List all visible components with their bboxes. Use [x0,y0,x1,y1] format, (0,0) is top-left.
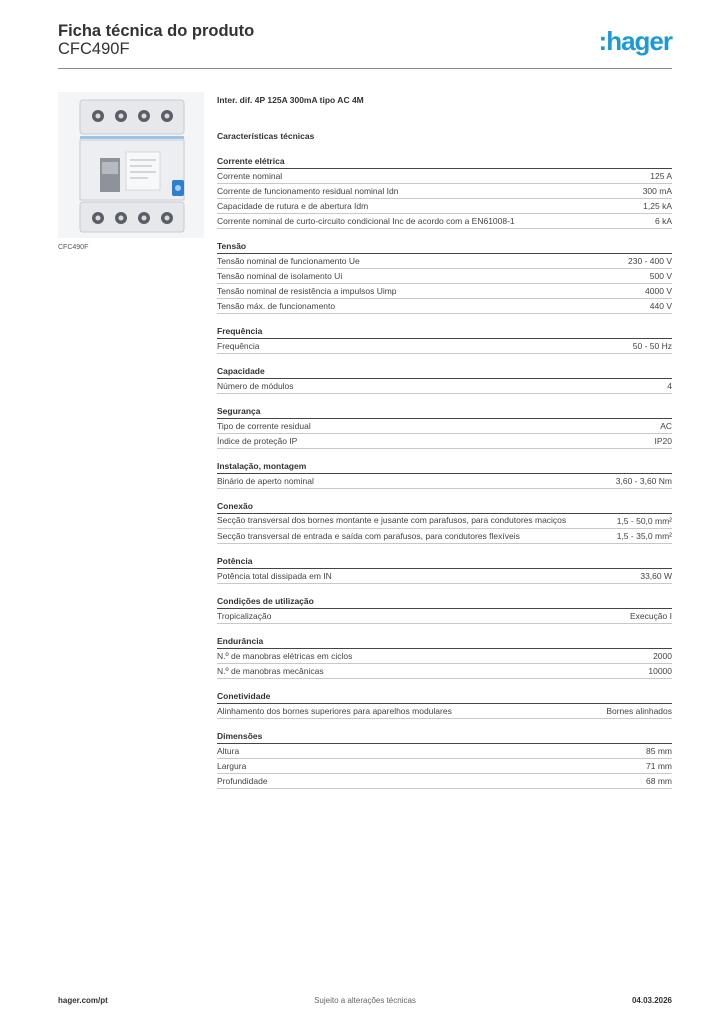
spec-value: 85 mm [646,746,672,756]
spec-row [217,474,672,489]
section-title: Tensão [217,239,672,254]
section-title: Potência [217,554,672,569]
spec-row [217,299,672,314]
spec-label: Índice de proteção IP [217,436,298,446]
spec-label: Tensão máx. de funcionamento [217,301,336,311]
spec-label: Corrente nominal [217,171,283,181]
document-title: Ficha técnica do produto [58,22,255,40]
section-title: Dimensões [217,729,672,744]
section-title: Conetividade [217,689,672,704]
spec-value: 3,60 - 3,60 Nm [615,476,672,486]
spec-value: AC [660,421,672,431]
spec-label: Potência total dissipada em IN [217,571,332,581]
spec-label: Alinhamento dos bornes superiores para aparelhos modulares [217,706,452,716]
spec-section [217,594,672,624]
spec-label: Capacidade de rutura e de abertura Idm [217,201,369,211]
spec-section [217,689,672,719]
spec-row [217,184,672,199]
section-title: Capacidade [217,364,672,379]
hager-logo [599,26,672,56]
spec-section [217,154,672,229]
spec-row [217,569,672,584]
spec-value: 71 mm [646,761,672,771]
spec-label: Número de módulos [217,381,294,391]
spec-label: Profundidade [217,776,268,786]
spec-row [217,214,672,229]
spec-label: N.º de manobras mecânicas [217,666,324,676]
spec-label: Altura [217,746,240,756]
spec-value: Bornes alinhados [606,706,672,716]
spec-label: Tipo de corrente residual [217,421,311,431]
spec-row [217,529,672,544]
spec-section [217,634,672,679]
spec-row [217,339,672,354]
spec-value: 1,25 kA [643,201,672,211]
spec-section [217,499,672,544]
rcd-device-illustration [58,92,204,238]
spec-row [217,649,672,664]
spec-label: Tropicalização [217,611,272,621]
spec-value: 10000 [648,666,672,676]
spec-row [217,284,672,299]
characteristics-heading: Características técnicas [217,131,315,141]
product-image-caption: CFC490F [58,244,89,251]
spec-row [217,199,672,214]
spec-row [217,169,672,184]
spec-row [217,704,672,719]
spec-row [217,419,672,434]
spec-content [217,94,672,789]
section-title: Condições de utilização [217,594,672,609]
spec-label: Tensão nominal de funcionamento Ue [217,256,360,266]
spec-label: Corrente de funcionamento residual nominal Idn [217,186,399,196]
spec-label: Corrente nominal de curto-circuito condicional Inc de acordo com a EN61008-1 [217,216,515,226]
spec-row [217,759,672,774]
spec-section [217,729,672,789]
spec-value: 4000 V [645,286,672,296]
spec-label: Tensão nominal de resistência a impulsos Uimp [217,286,397,296]
page-footer [58,996,672,1010]
spec-value: 300 mA [642,186,672,196]
spec-row [217,269,672,284]
spec-section [217,239,672,314]
spec-label: Secção transversal dos bornes montante e jusante com parafusos, para condutores maciços [217,515,567,525]
spec-value: 440 V [649,301,672,311]
page-header [58,20,672,68]
spec-value: 2000 [653,651,672,661]
spec-section [217,554,672,584]
spec-section [217,324,672,354]
spec-label: Frequência [217,341,260,351]
spec-label: Binário de aperto nominal [217,476,314,486]
product-code: CFC490F [58,40,130,58]
spec-section [217,404,672,449]
spec-value: 4 [667,381,672,391]
spec-row [217,434,672,449]
product-description: Inter. dif. 4P 125A 300mA tipo AC 4M [217,95,364,105]
header-divider [58,68,672,69]
spec-label: Largura [217,761,247,771]
spec-sections [217,154,672,789]
spec-value: 125 A [650,171,672,181]
section-title: Corrente elétrica [217,154,672,169]
section-title: Conexão [217,499,672,514]
product-image [58,92,204,238]
spec-value: Execução I [629,611,672,621]
spec-row [217,254,672,269]
spec-value: IP20 [654,436,672,446]
spec-label: Secção transversal de entrada e saída com parafusos, para condutores flexíveis [217,531,520,541]
spec-value: 50 - 50 Hz [632,341,672,351]
section-title: Endurância [217,634,672,649]
spec-value: 68 mm [646,776,672,786]
spec-row [217,514,672,529]
section-title: Segurança [217,404,672,419]
spec-row [217,664,672,679]
section-title: Frequência [217,324,672,339]
footer-date: 04.03.2026 [631,996,672,1005]
spec-row [217,379,672,394]
spec-value: 230 - 400 V [628,256,672,266]
spec-label: Tensão nominal de isolamento Ui [217,271,343,281]
footer-website: hager.com/pt [58,996,108,1005]
spec-row [217,744,672,759]
section-title: Instalação, montagem [217,459,672,474]
spec-value: 33,60 W [640,571,672,581]
footer-notice: Sujeito a alterações técnicas [314,996,416,1005]
spec-value: 1,5 - 50,0 mm² [616,516,672,526]
spec-value: 6 kA [654,216,672,226]
spec-section [217,364,672,394]
spec-value: 1,5 - 35,0 mm² [616,531,672,541]
spec-row [217,609,672,624]
spec-value: 500 V [649,271,672,281]
spec-label: N.º de manobras elétricas em ciclos [217,651,353,661]
spec-row [217,774,672,789]
hager-logo-text: :hager [598,26,672,56]
spec-section [217,459,672,489]
